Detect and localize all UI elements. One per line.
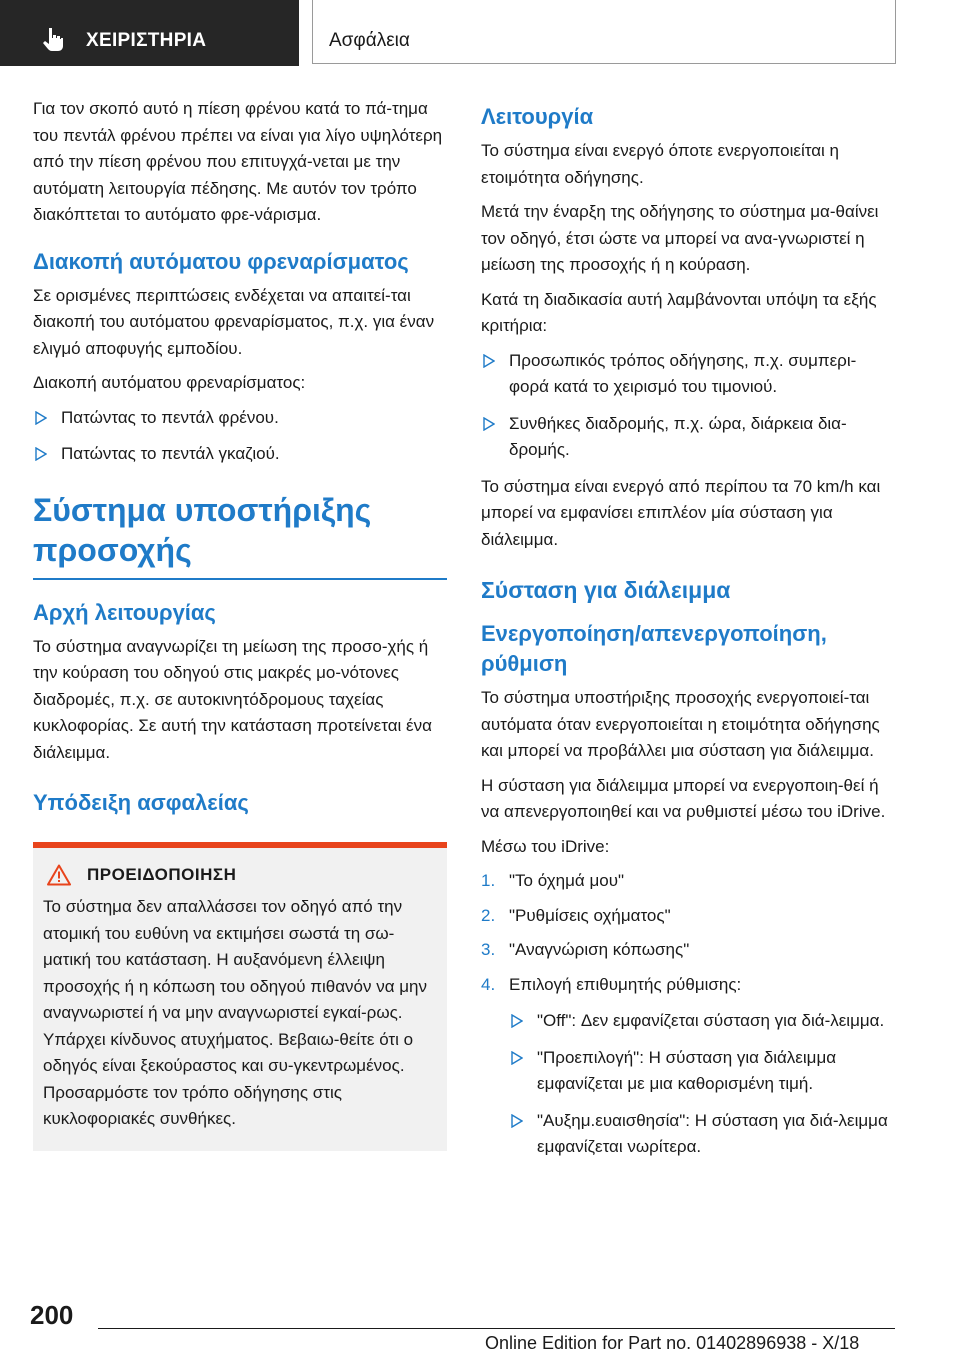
heading-divider — [33, 578, 447, 580]
list-item — [33, 405, 447, 432]
criteria-list — [481, 348, 893, 464]
list-item — [481, 411, 893, 464]
triangle-bullet-icon — [483, 354, 495, 368]
step-number: 3. — [481, 940, 496, 959]
list-item-text: Προσωπικός τρόπος οδήγησης, π.χ. συμπερι-φορά κατά το χειρισμό του τιμονιού. — [509, 350, 857, 396]
warning-text: Το σύστημα δεν απαλλάσσει τον οδηγό από την ατομική του ευθύνη να εκτιμήσει σωστά τη σω-ματική του κατάσταση. Η αυξανόμενη έλλειψη προσοχής ή η κόπωση του οδηγού πιθανόν να μην αναγνωριστεί ή να μην αναγνωριστεί εγκαί-ρως. Υπάρχει κίνδυνος ατυχήματος. Βεβαιω-θείτε ότι ο οδηγός είναι ξεκούραστος και συ-γκεντρωμένος. Προσαρμόστε τον τρόπο οδήγησης στις κυκλοφοριακές συνθήκες. — [43, 897, 427, 1128]
list-item-text: Πατώντας το πεντάλ φρένου. — [61, 407, 279, 427]
triangle-bullet-icon — [35, 411, 47, 425]
triangle-bullet-icon — [511, 1014, 523, 1028]
warning-title: ΠΡΟΕΙΔΟΠΟΙΗΣΗ — [87, 865, 237, 884]
principle-paragraph: Το σύστημα αναγνωρίζει τη μείωση της προσο-χής ή την κούραση του οδηγού στις μακρές μο-νότονες διαδρομές, π.χ. σε αυτοκινητόδρομους ταχείας κυκλοφορίας. Σε αυτή την κατάσταση προτείνεται ένα διάλειμμα. — [33, 636, 432, 762]
warning-box — [33, 842, 447, 1151]
function-heading: Λειτουργία — [481, 104, 594, 129]
step-number: 4. — [481, 974, 496, 994]
step-item — [481, 868, 893, 895]
step-text: Επιλογή επιθυμητής ρύθμισης: — [509, 974, 742, 994]
list-item-text: Πατώντας το πεντάλ γκαζιού. — [61, 444, 280, 463]
warning-triangle-icon — [47, 864, 71, 886]
break-heading: Σύσταση για διάλειμμα — [481, 577, 731, 603]
function-paragraph-4: Το σύστημα είναι ενεργό από περίπου τα 70 km/h και μπορεί να εμφανίσει επιπλέον μία σύσταση για διάλειμμα. — [481, 476, 881, 549]
list-item — [509, 1008, 893, 1035]
list-item — [33, 441, 447, 468]
warning-header — [43, 864, 437, 886]
options-list — [509, 1008, 893, 1161]
step-text: "Το όχημά μου" — [509, 871, 625, 890]
option-text: "Αυξημ.ευαισθησία": Η σύσταση για διά-λειμμα εμφανίζεται νωρίτερα. — [537, 1110, 888, 1156]
interrupt-heading: Διακοπή αυτόματου φρεναρίσματος — [33, 248, 409, 274]
function-paragraph-1: Το σύστημα είναι ενεργό όποτε ενεργοποιείται η ετοιμότητα οδήγησης. — [481, 141, 839, 187]
triangle-bullet-icon — [483, 417, 495, 431]
triangle-bullet-icon — [511, 1114, 523, 1128]
step-item — [481, 903, 893, 930]
interrupt-list-intro: Διακοπή αυτόματου φρεναρίσματος: — [33, 373, 306, 392]
hand-pointer-icon — [40, 26, 66, 52]
header-section-box — [312, 0, 896, 64]
idrive-steps — [481, 868, 893, 1161]
step-text: "Αναγνώριση κόπωσης" — [509, 940, 690, 959]
function-paragraph-2: Μετά την έναρξη της οδήγησης το σύστημα μα-θαίνει τον οδηγό, έτσι ώστε να μπορεί να ανα-γνωριστεί η μείωση της προσοχής ή η κούραση. — [481, 202, 879, 274]
header-tab-controls — [0, 0, 299, 66]
intro-paragraph: Για τον σκοπό αυτό η πίεση φρένου κατά το πά-τημα του πεντάλ φρένου πρέπει να είναι για λίγο υψηλότερη από την πίεση φρένου που επιτυγχά-νεται με την αυτόματη λειτουργία πέδησης. Με αυτόν τον τρόπο διακόπτεται το αυτόματο φρε-νάρισμα. — [33, 99, 443, 224]
step-item — [481, 937, 893, 964]
chapter-title: Ασφάλεια — [329, 30, 410, 51]
activate-paragraph-1: Το σύστημα υποστήριξης προσοχής ενεργοποιεί-ται αυτόματα όταν ενεργοποιείται η ετοιμότητα οδήγησης και μπορεί να προβάλλει μια σύσταση για διάλειμμα. — [481, 688, 880, 760]
edition-note: Online Edition for Part no. 01402896938 - X/18 — [485, 1333, 860, 1353]
footer-divider — [98, 1328, 895, 1329]
activate-heading: Ενεργοποίηση/απενεργοποίηση, ρύθμιση — [481, 621, 827, 676]
step-number: 2. — [481, 905, 496, 925]
step-number: 1. — [481, 871, 496, 890]
main-section-heading: Σύστημα υποστήριξης προσοχής — [33, 491, 372, 568]
activate-paragraph-2: Η σύσταση για διάλειμμα μπορεί να ενεργοποιη-θεί ή να απενεργοποιηθεί και να ρυθμιστεί μέσω του iDrive. — [481, 775, 886, 821]
list-item — [481, 348, 893, 401]
safety-heading: Υπόδειξη ασφαλείας — [33, 790, 249, 815]
step-text: "Ρυθμίσεις οχήματος" — [509, 905, 671, 925]
list-item — [509, 1045, 893, 1098]
principle-heading: Αρχή λειτουργίας — [33, 599, 216, 625]
list-item-text: Συνθήκες διαδρομής, π.χ. ώρα, διάρκεια δια-δρομής. — [509, 413, 847, 459]
triangle-bullet-icon — [35, 447, 47, 461]
triangle-bullet-icon — [511, 1051, 523, 1065]
list-item — [509, 1108, 893, 1161]
interrupt-list — [33, 405, 447, 468]
function-paragraph-3: Κατά τη διαδικασία αυτή λαμβάνονται υπόψη τα εξής κριτήρια: — [481, 289, 877, 335]
right-column — [481, 96, 893, 1171]
manual-section-label: ΧΕΙΡΙΣΤΗΡΙΑ — [86, 30, 207, 51]
page-number: 200 — [30, 1300, 74, 1330]
left-column — [33, 96, 447, 1151]
interrupt-paragraph: Σε ορισμένες περιπτώσεις ενδέχεται να απαιτεί-ται διακοπή του αυτόματου φρεναρίσματος, π.χ. για έναν ελιγμό αποφυγής εμποδίου. — [33, 285, 435, 358]
option-text: "Off": Δεν εμφανίζεται σύσταση για διά-λειμμα. — [537, 1011, 885, 1030]
step-item — [481, 972, 893, 1161]
activate-paragraph-3: Μέσω του iDrive: — [481, 836, 610, 856]
option-text: "Προεπιλογή": Η σύσταση για διάλειμμα εμφανίζεται με μια καθορισμένη τιμή. — [537, 1047, 837, 1093]
